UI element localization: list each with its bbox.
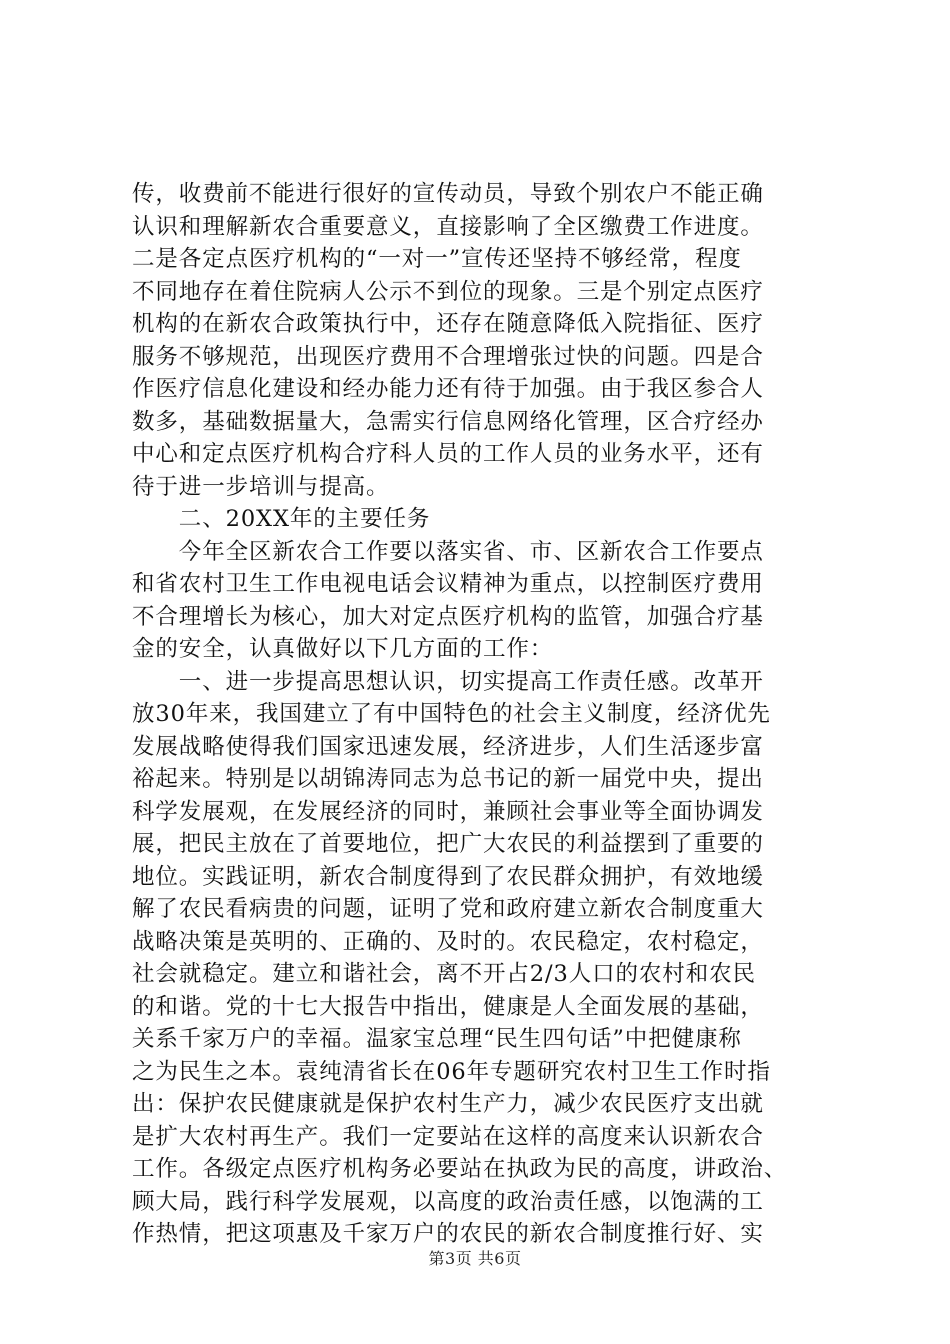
text-line: 科学发展观，在发展经济的同时，兼顾社会事业等全面协调发 [132,798,764,825]
text-line: 工作。各级定点医疗机构务必要站在执政为民的高度，讲政治、 [132,1156,788,1182]
page-number-footer: 第3页 共6页 [428,1249,522,1268]
text-line: 二是各定点医疗机构的“一对一”宣传还坚持不够经常，程度 [132,246,742,272]
text-line: 待于进一步培训与提高。 [132,473,390,500]
text-line: 不同地存在着住院病人公示不到位的现象。三是个别定点医疗 [132,278,764,305]
text-line: 中心和定点医疗机构合疗科人员的工作人员的业务水平，还有 [132,441,764,467]
text-line: 数多，基础数据量大，急需实行信息网络化管理，区合疗经办 [132,408,764,435]
text-line: 服务不够规范，出现医疗费用不合理增张过快的问题。四是合 [132,343,764,370]
text-line: 解了农民看病贵的问题，证明了党和政府建立新农合制度重大 [132,896,764,922]
text-line: 传，收费前不能进行很好的宣传动员，导致个别农户不能正确 [132,181,764,207]
text-line: 地位。实践证明，新农合制度得到了农民群众拥护，有效地缓 [132,863,764,890]
text-line: 之为民生之本。袁纯清省长在06年专题研究农村卫生工作时指 [132,1058,771,1085]
text-line: 今年全区新农合工作要以落实省、市、区新农合工作要点 [132,538,764,565]
text-line: 和省农村卫生工作电视电话会议精神为重点，以控制医疗费用 [132,571,764,597]
text-line: 出：保护农民健康就是保护农村生产力，减少农民医疗支出就 [132,1091,764,1117]
text-line: 作医疗信息化建设和经办能力还有待于加强。由于我区参合人 [132,376,764,402]
text-line: 社会就稳定。建立和谐社会，离不开占2/3人口的农村和农民 [132,961,756,987]
text-line: 认识和理解新农合重要意义，直接影响了全区缴费工作进度。 [132,213,764,240]
body-text [132,178,822,1251]
section-heading: 二、20XX年的主要任务 [132,506,431,532]
text-line: 一、进一步提高思想认识，切实提高工作责任感。改革开 [132,668,764,695]
text-line: 是扩大农村再生产。我们一定要站在这样的高度来认识新农合 [132,1123,764,1150]
text-line: 展，把民主放在了首要地位，把广大农民的利益摆到了重要的 [132,831,764,857]
text-line: 发展战略使得我们国家迅速发展，经济进步，人们生活逐步富 [132,733,764,760]
text-line: 顾大局，践行科学发展观，以高度的政治责任感，以饱满的工 [132,1188,764,1215]
text-line: 作热情，把这项惠及千家万户的农民的新农合制度推行好、实 [132,1221,764,1247]
text-line: 战略决策是英明的、正确的、及时的。农民稳定，农村稳定， [132,928,764,955]
text-line: 放30年来，我国建立了有中国特色的社会主义制度，经济优先 [132,701,771,727]
text-line: 不合理增长为核心，加大对定点医疗机构的监管，加强合疗基 [132,603,764,630]
text-line: 的和谐。党的十七大报告中指出，健康是人全面发展的基础， [132,993,764,1020]
text-line: 机构的在新农合政策执行中，还存在随意降低入院指征、医疗 [132,311,764,337]
text-line: 裕起来。特别是以胡锦涛同志为总书记的新一届党中央，提出 [132,766,764,792]
text-line: 关系千家万户的幸福。温家宝总理“民生四句话”中把健康称 [132,1026,742,1052]
text-line: 金的安全，认真做好以下几方面的工作： [132,636,554,662]
